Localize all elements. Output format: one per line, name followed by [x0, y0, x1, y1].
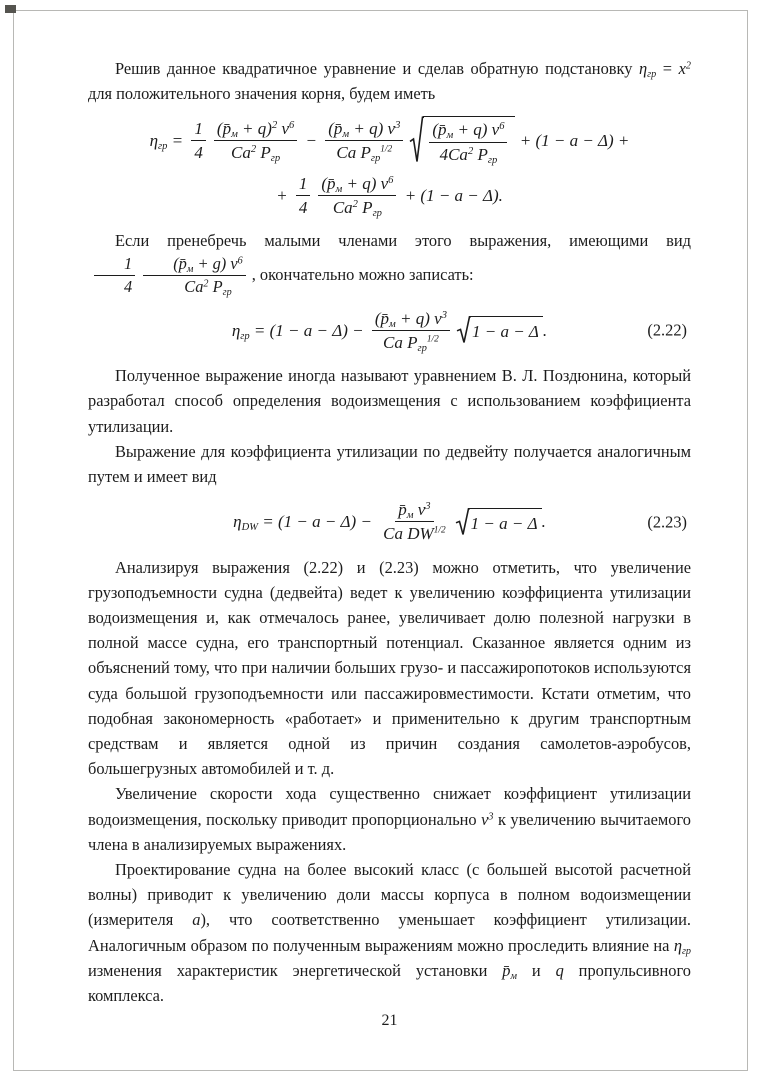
- sqrt-radical-icon: [455, 508, 470, 536]
- square-root: [409, 116, 515, 165]
- math-token: a: [192, 910, 201, 930]
- math-token: Ca DW: [383, 524, 434, 544]
- math-token: p̄: [327, 173, 336, 193]
- math-token: p̄: [398, 500, 407, 520]
- paragraph-pozdyunin: Полученное выражение иногда называют уравнением В. Л. Поздюнина, который разработал способ определения водоизмещения с использованием коэффициента утилизации.: [88, 366, 691, 436]
- fraction: [143, 254, 246, 298]
- math-token: + q): [237, 118, 272, 138]
- math-token: v: [277, 118, 289, 138]
- subscript: м: [231, 129, 238, 141]
- equation-lines: [150, 116, 630, 218]
- math-token: 1: [124, 253, 133, 273]
- math-token: [232, 318, 250, 343]
- text-run: пропульсивного комплекса.: [88, 960, 691, 1006]
- fraction: [372, 308, 450, 354]
- fraction-numerator: [191, 118, 206, 141]
- sqrt-radical-icon: [456, 316, 471, 344]
- math-token: (: [374, 308, 381, 328]
- fraction-numerator: [296, 173, 311, 196]
- math-token: + q) v: [349, 118, 396, 138]
- math-token: p̄: [178, 253, 187, 273]
- math-token: Ca: [184, 277, 204, 297]
- math-token: 4: [194, 143, 203, 163]
- inline-formula: [90, 254, 250, 298]
- superscript: 3: [395, 120, 401, 132]
- fraction-denominator: [154, 276, 234, 298]
- text-run: изменения характеристик энергетической установки: [88, 960, 503, 980]
- paragraph-speed-effect: [88, 781, 691, 857]
- math-token: (: [173, 253, 179, 273]
- fraction-denominator: [330, 196, 385, 218]
- text-run: и: [516, 960, 556, 980]
- math-token: v: [481, 809, 489, 829]
- subscript: гр: [158, 141, 168, 153]
- fraction: [94, 254, 135, 298]
- paragraph-intro: [88, 56, 691, 106]
- subscript: гр: [370, 153, 381, 165]
- fraction: [318, 173, 396, 219]
- paragraph-neglect-terms: [88, 228, 691, 297]
- superscript: 2: [203, 278, 209, 290]
- math-token: p̄: [222, 118, 232, 138]
- math-token: v: [413, 500, 426, 520]
- superscript: 6: [499, 121, 505, 133]
- math-token: = (1 − a − Δ) −: [257, 512, 377, 532]
- math-token: Ca: [332, 198, 353, 218]
- subscript: гр: [647, 69, 657, 81]
- math-token: p̄: [438, 120, 447, 140]
- subscript: м: [335, 184, 343, 196]
- superscript: 3: [425, 501, 431, 513]
- math-token: (: [328, 118, 334, 138]
- math-token: 1: [298, 173, 308, 193]
- math-token: + q) v: [453, 120, 500, 140]
- superscript: 3: [441, 309, 447, 321]
- math-token: + (1 − a − Δ).: [400, 186, 503, 206]
- fraction-numerator: [143, 254, 246, 277]
- math-token: = (1 − a − Δ) −: [249, 320, 368, 340]
- subscript: м: [186, 263, 194, 275]
- math-token: x: [678, 59, 686, 78]
- math-token: 1: [194, 118, 203, 138]
- text-run: Решив данное квадратичное уравнение и сделав обратную подстановку: [115, 59, 640, 78]
- text-run: к увеличению вычитаемого члена в анализируемых выражениях.: [88, 809, 691, 854]
- equation-number: (2.22): [647, 320, 687, 340]
- equation-number: (2.23): [647, 512, 687, 532]
- math-token: (: [216, 118, 223, 138]
- equation-body: [233, 499, 546, 545]
- fraction-denominator: [380, 522, 448, 544]
- fraction-numerator: [429, 119, 507, 142]
- radicand: 1 − a − Δ: [470, 316, 543, 344]
- fraction-numerator: [395, 499, 433, 522]
- subscript: м: [446, 130, 454, 142]
- superscript: 2: [685, 60, 691, 72]
- math-token: [150, 128, 168, 153]
- text-run: для положительного значения корня, будем иметь: [88, 84, 436, 104]
- math-token: (: [321, 173, 327, 193]
- square-root: [456, 316, 543, 344]
- subscript: гр: [417, 343, 427, 355]
- page-number: 21: [381, 1012, 398, 1029]
- superscript: 2: [352, 199, 358, 211]
- math-token: P: [357, 198, 373, 218]
- superscript: 2: [467, 145, 474, 157]
- sqrt-radical-icon: [409, 116, 424, 165]
- subscript: гр: [372, 208, 382, 220]
- superscript: 1/2: [426, 334, 439, 345]
- square-root: [455, 508, 542, 536]
- subscript: DW: [241, 522, 258, 534]
- math-token: q: [555, 960, 564, 980]
- fraction-denominator: [333, 141, 395, 163]
- text-run: , окончательно можно записать:: [251, 264, 474, 284]
- math-token: P: [473, 144, 488, 164]
- text-run: Увеличение скорости хода существенно снижает коэффициент утилизации водоизмещения, поскольку приводит пропорционально: [88, 784, 691, 829]
- fraction: [325, 118, 403, 164]
- fraction: [214, 118, 297, 164]
- subscript: м: [389, 318, 396, 330]
- radicand: [423, 116, 515, 165]
- fraction-numerator: [214, 118, 297, 141]
- equation-2-22: [88, 308, 691, 354]
- text-run: ), что соответственно уменьшает коэффициент утилизации. Аналогичным образом по полученным выражениям можно проследить влияние на: [88, 910, 691, 955]
- equation-line-1: [150, 116, 630, 165]
- superscript: 6: [388, 175, 394, 187]
- fraction: [380, 499, 448, 545]
- subscript: м: [406, 510, 414, 522]
- text-run: Если пренебречь малыми членами этого выражения, имеющими вид: [115, 231, 691, 251]
- superscript: 2: [250, 144, 257, 156]
- subscript: м: [342, 129, 350, 141]
- superscript: 1/2: [433, 525, 446, 536]
- math-token: Ca P: [336, 143, 371, 163]
- math-token: [233, 509, 258, 534]
- math-token: + g) v: [193, 253, 238, 273]
- equation-2-23: [88, 499, 691, 545]
- math-token: .: [541, 512, 546, 532]
- math-token: η: [673, 935, 682, 955]
- fraction: [296, 173, 311, 219]
- subscript: гр: [240, 330, 250, 342]
- fraction-denominator: [94, 276, 135, 298]
- math-token: =: [167, 131, 188, 151]
- math-token: +: [276, 186, 292, 206]
- math-token: 4: [124, 277, 133, 297]
- math-token: −: [301, 131, 322, 151]
- paragraph-deadweight-intro: Выражение для коэффициента утилизации по дедвейту получается аналогичным путем и имеет вид: [88, 441, 691, 486]
- scan-corner-artifact: [5, 5, 16, 13]
- equation-line-2: [276, 173, 503, 219]
- fraction-numerator: [372, 308, 450, 331]
- math-token: (: [432, 120, 439, 140]
- fraction-denominator: [380, 331, 442, 353]
- fraction-denominator: [191, 141, 206, 163]
- fraction-denominator: [437, 143, 501, 165]
- math-token: Ca P: [383, 332, 418, 352]
- subscript: гр: [270, 153, 281, 165]
- page-content: [88, 56, 691, 1008]
- math-token: 4: [298, 198, 308, 218]
- subscript: гр: [487, 154, 498, 166]
- fraction-numerator: [94, 254, 135, 277]
- math-token: p̄: [502, 960, 511, 980]
- math-token: p̄: [333, 118, 343, 138]
- fraction: [191, 118, 206, 164]
- subscript: гр: [681, 945, 691, 957]
- text-run: Проектирование судна на более высокий класс (с большей высотой расчетной волны) приводит к увеличению доли массы корпуса в полном водоизмещении (измерителя: [88, 860, 691, 930]
- fraction-denominator: [296, 196, 311, 218]
- equation-main: [88, 116, 691, 218]
- fraction-denominator: [228, 141, 283, 163]
- math-token: Ca: [231, 143, 251, 163]
- math-token: η: [233, 512, 242, 532]
- superscript: 3: [488, 811, 494, 823]
- math-token: P: [208, 277, 223, 297]
- paragraph-analysis: Анализируя выражения (2.22) и (2.23) можно отметить, что увеличение грузоподъемности судна (дедвейта) ведет к увеличению коэффициента утилизации водоизмещения и, как отмечалось ранее, увеличивает долю полезной нагрузки в полной массе судна, его транспортный потенциал. Сказанное является одним из объяснений тому, что при наличии больших грузо- и пассажиропотоков используются суда большой грузоподъемности или пассажировместимости. Кстати отметим, что подобная закономерность «работает» и применительно к другим транспортным средствам и является одной из причин создания самолетов-аэробусов, большегрузных автомобилей и т. д.: [88, 557, 691, 779]
- superscript: 6: [237, 255, 243, 267]
- paragraph-class-effect: [88, 857, 691, 1008]
- math-token: η: [149, 131, 159, 151]
- text-run: =: [656, 59, 679, 78]
- math-token: .: [542, 320, 548, 340]
- math-token: + q) v: [342, 173, 389, 193]
- fraction-numerator: [318, 173, 396, 196]
- subscript: м: [510, 970, 517, 982]
- superscript: 6: [289, 120, 295, 132]
- math-token: + (1 − a − Δ) +: [515, 131, 630, 151]
- math-token: 4Ca: [439, 144, 468, 164]
- superscript: 1/2: [380, 144, 393, 155]
- equation-body: [232, 308, 547, 354]
- math-token: p̄: [380, 308, 390, 328]
- math-token: + q) v: [395, 308, 442, 328]
- fraction: [429, 119, 507, 165]
- radicand: 1 − a − Δ: [469, 508, 542, 536]
- math-token: η: [639, 59, 648, 78]
- subscript: гр: [222, 287, 232, 299]
- fraction-numerator: [325, 118, 403, 141]
- superscript: 2: [271, 120, 278, 132]
- math-token: P: [256, 143, 271, 163]
- math-token: η: [231, 320, 241, 340]
